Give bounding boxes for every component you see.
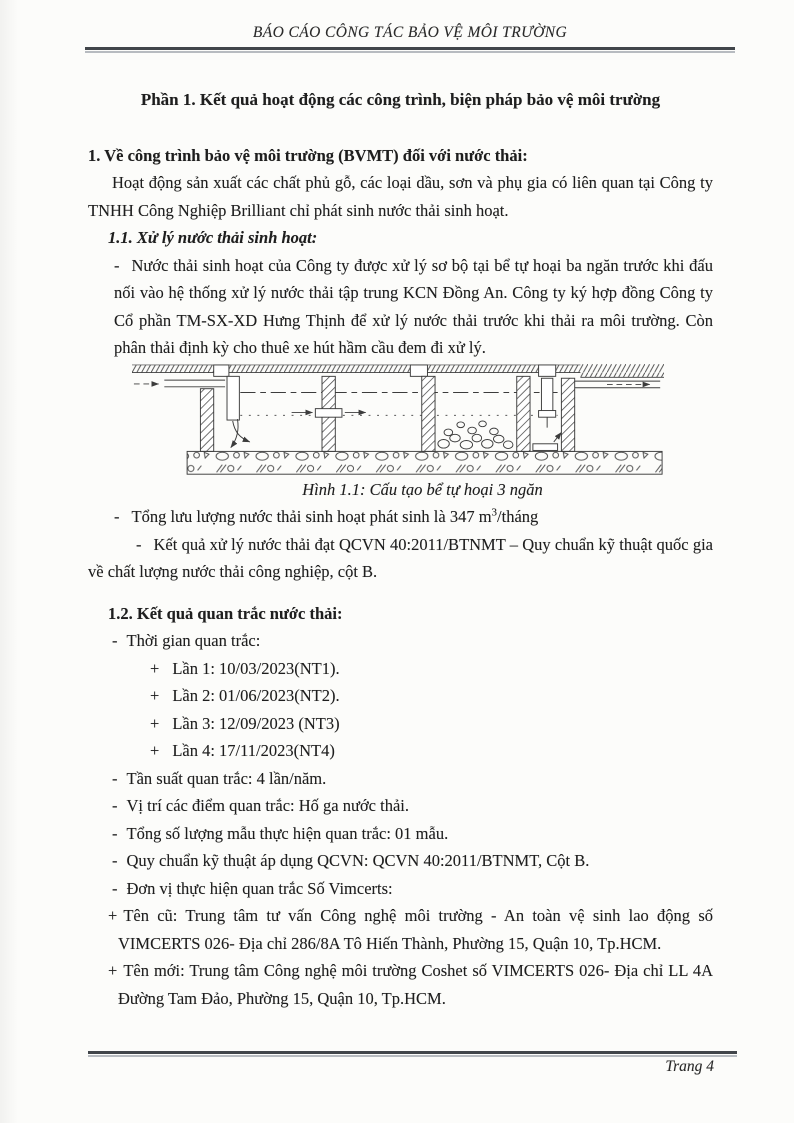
result-paragraph	[88, 531, 713, 586]
section-1-1-heading: 1.1. Xử lý nước thải sinh hoạt:	[108, 228, 318, 247]
list-item-text: Tần suất quan trắc: 4 lần/năm.	[126, 768, 327, 788]
dash-marker: -	[112, 823, 118, 843]
section-1-intro: Hoạt động sản xuất các chất phủ gỗ, các loại dầu, sơn và phụ gia có liên quan tại Công ty TNHH Công Nghiệp Brilliant chỉ phát sinh nước thải sinh hoạt.	[88, 173, 713, 220]
flow-rate-unit: /tháng	[497, 507, 539, 527]
bullet-marker: -	[136, 534, 142, 554]
dash-marker: -	[112, 878, 118, 898]
dash-marker: -	[112, 796, 118, 816]
flow-rate-text: Tổng lưu lượng nước thải sinh hoạt phát sinh là 347 m	[131, 507, 492, 527]
dash-marker: -	[112, 631, 118, 651]
list-item-text: Vị trí các điểm quan trắc: Hố ga nước thải.	[126, 796, 409, 816]
bullet-marker: -	[114, 507, 120, 527]
list-item-round-3	[88, 710, 713, 738]
list-item-round-2	[88, 682, 713, 710]
page-body	[88, 86, 713, 1012]
list-item-text: Đơn vị thực hiện quan trắc Số Vimcerts:	[126, 878, 393, 898]
running-header: BÁO CÁO CÔNG TÁC BẢO VỆ MÔI TRƯỜNG	[252, 24, 568, 41]
dash-marker: -	[112, 768, 118, 788]
list-item-text: Lần 1: 10/03/2023(NT1).	[172, 658, 340, 678]
section-1-heading: 1. Về công trình bảo vệ môi trường (BVMT) đối với nước thải:	[88, 145, 528, 165]
unit-old-name	[88, 902, 713, 957]
list-item-text: Lần 4: 17/11/2023(NT4)	[172, 741, 335, 761]
plus-marker: +	[150, 713, 160, 733]
list-item-text: Lần 2: 01/06/2023(NT2).	[172, 686, 340, 706]
dash-marker: -	[112, 851, 118, 871]
list-item-round-1	[88, 655, 713, 683]
treatment-text: Nước thải sinh hoạt của Công ty được xử lý sơ bộ tại bể tự hoại ba ngăn trước khi đấu nối vào hệ thống xử lý nước thải tập trung KCN Đồng An. Công ty ký hợp đồng Công ty Cổ phần TM-SX-XD Hưng Thịnh để xử lý nước thải trước khi thải ra môi trường. Còn phân thải định kỳ cho thuê xe hút hầm cầu đem đi xử lý.	[114, 255, 713, 357]
list-item-text: Thời gian quan trắc:	[126, 631, 261, 651]
list-item-round-4	[88, 737, 713, 765]
list-item-standard	[88, 847, 713, 875]
flow-rate-line	[88, 503, 713, 531]
plus-marker: +	[150, 741, 160, 761]
cubic-meter-superscript: 3	[491, 506, 498, 519]
bullet-marker: -	[114, 255, 120, 275]
list-item-text: Quy chuẩn kỹ thuật áp dụng QCVN: QCVN 40:2011/BTNMT, Cột B.	[126, 851, 590, 871]
list-item-location	[88, 792, 713, 820]
list-item-text: Tổng số lượng mẫu thực hiện quan trắc: 01 mẫu.	[126, 823, 449, 843]
treatment-paragraph	[88, 252, 713, 362]
unit-new-text: Tên mới: Trung tâm Công nghệ môi trường Coshet số VIMCERTS 026- Địa chỉ LL 4A Đường Tam Đảo, Phường 15, Quận 10, Tp.HCM.	[118, 961, 713, 1008]
list-item-text: Lần 3: 12/09/2023 (NT3)	[172, 713, 340, 733]
list-item-monitoring-unit	[88, 875, 713, 903]
figure-caption: Hình 1.1: Cấu tạo bể tự hoại 3 ngăn	[302, 479, 543, 499]
list-item-frequency	[88, 765, 713, 793]
header-divider	[85, 47, 735, 53]
footer-divider	[88, 1051, 737, 1057]
list-item-monitoring-time	[88, 627, 713, 655]
list-item-sample-count	[88, 820, 713, 848]
plus-marker: +	[150, 658, 160, 678]
plus-marker: +	[108, 906, 118, 926]
page-number: Trang 4	[665, 1058, 714, 1075]
plus-marker: +	[150, 686, 160, 706]
part-title: Phần 1. Kết quả hoạt động các công trình, biện pháp bảo vệ môi trường	[140, 90, 661, 109]
unit-old-text: Tên cũ: Trung tâm tư vấn Công nghệ môi trường - An toàn vệ sinh lao động số VIMCERTS 026- Địa chỉ 286/8A Tô Hiến Thành, Phường 15, Quận 10, Tp.HCM.	[118, 906, 713, 953]
result-text: Kết quả xử lý nước thải đạt QCVN 40:2011/BTNMT – Quy chuẩn kỹ thuật quốc gia về chất lượng nước thải công nghiệp, cột B.	[88, 534, 713, 582]
septic-tank-diagram	[132, 364, 664, 476]
plus-marker: +	[108, 961, 118, 981]
unit-new-name	[88, 957, 713, 1012]
section-1-2-heading: 1.2. Kết quả quan trắc nước thải:	[108, 603, 343, 623]
figure-1-1	[132, 364, 713, 504]
